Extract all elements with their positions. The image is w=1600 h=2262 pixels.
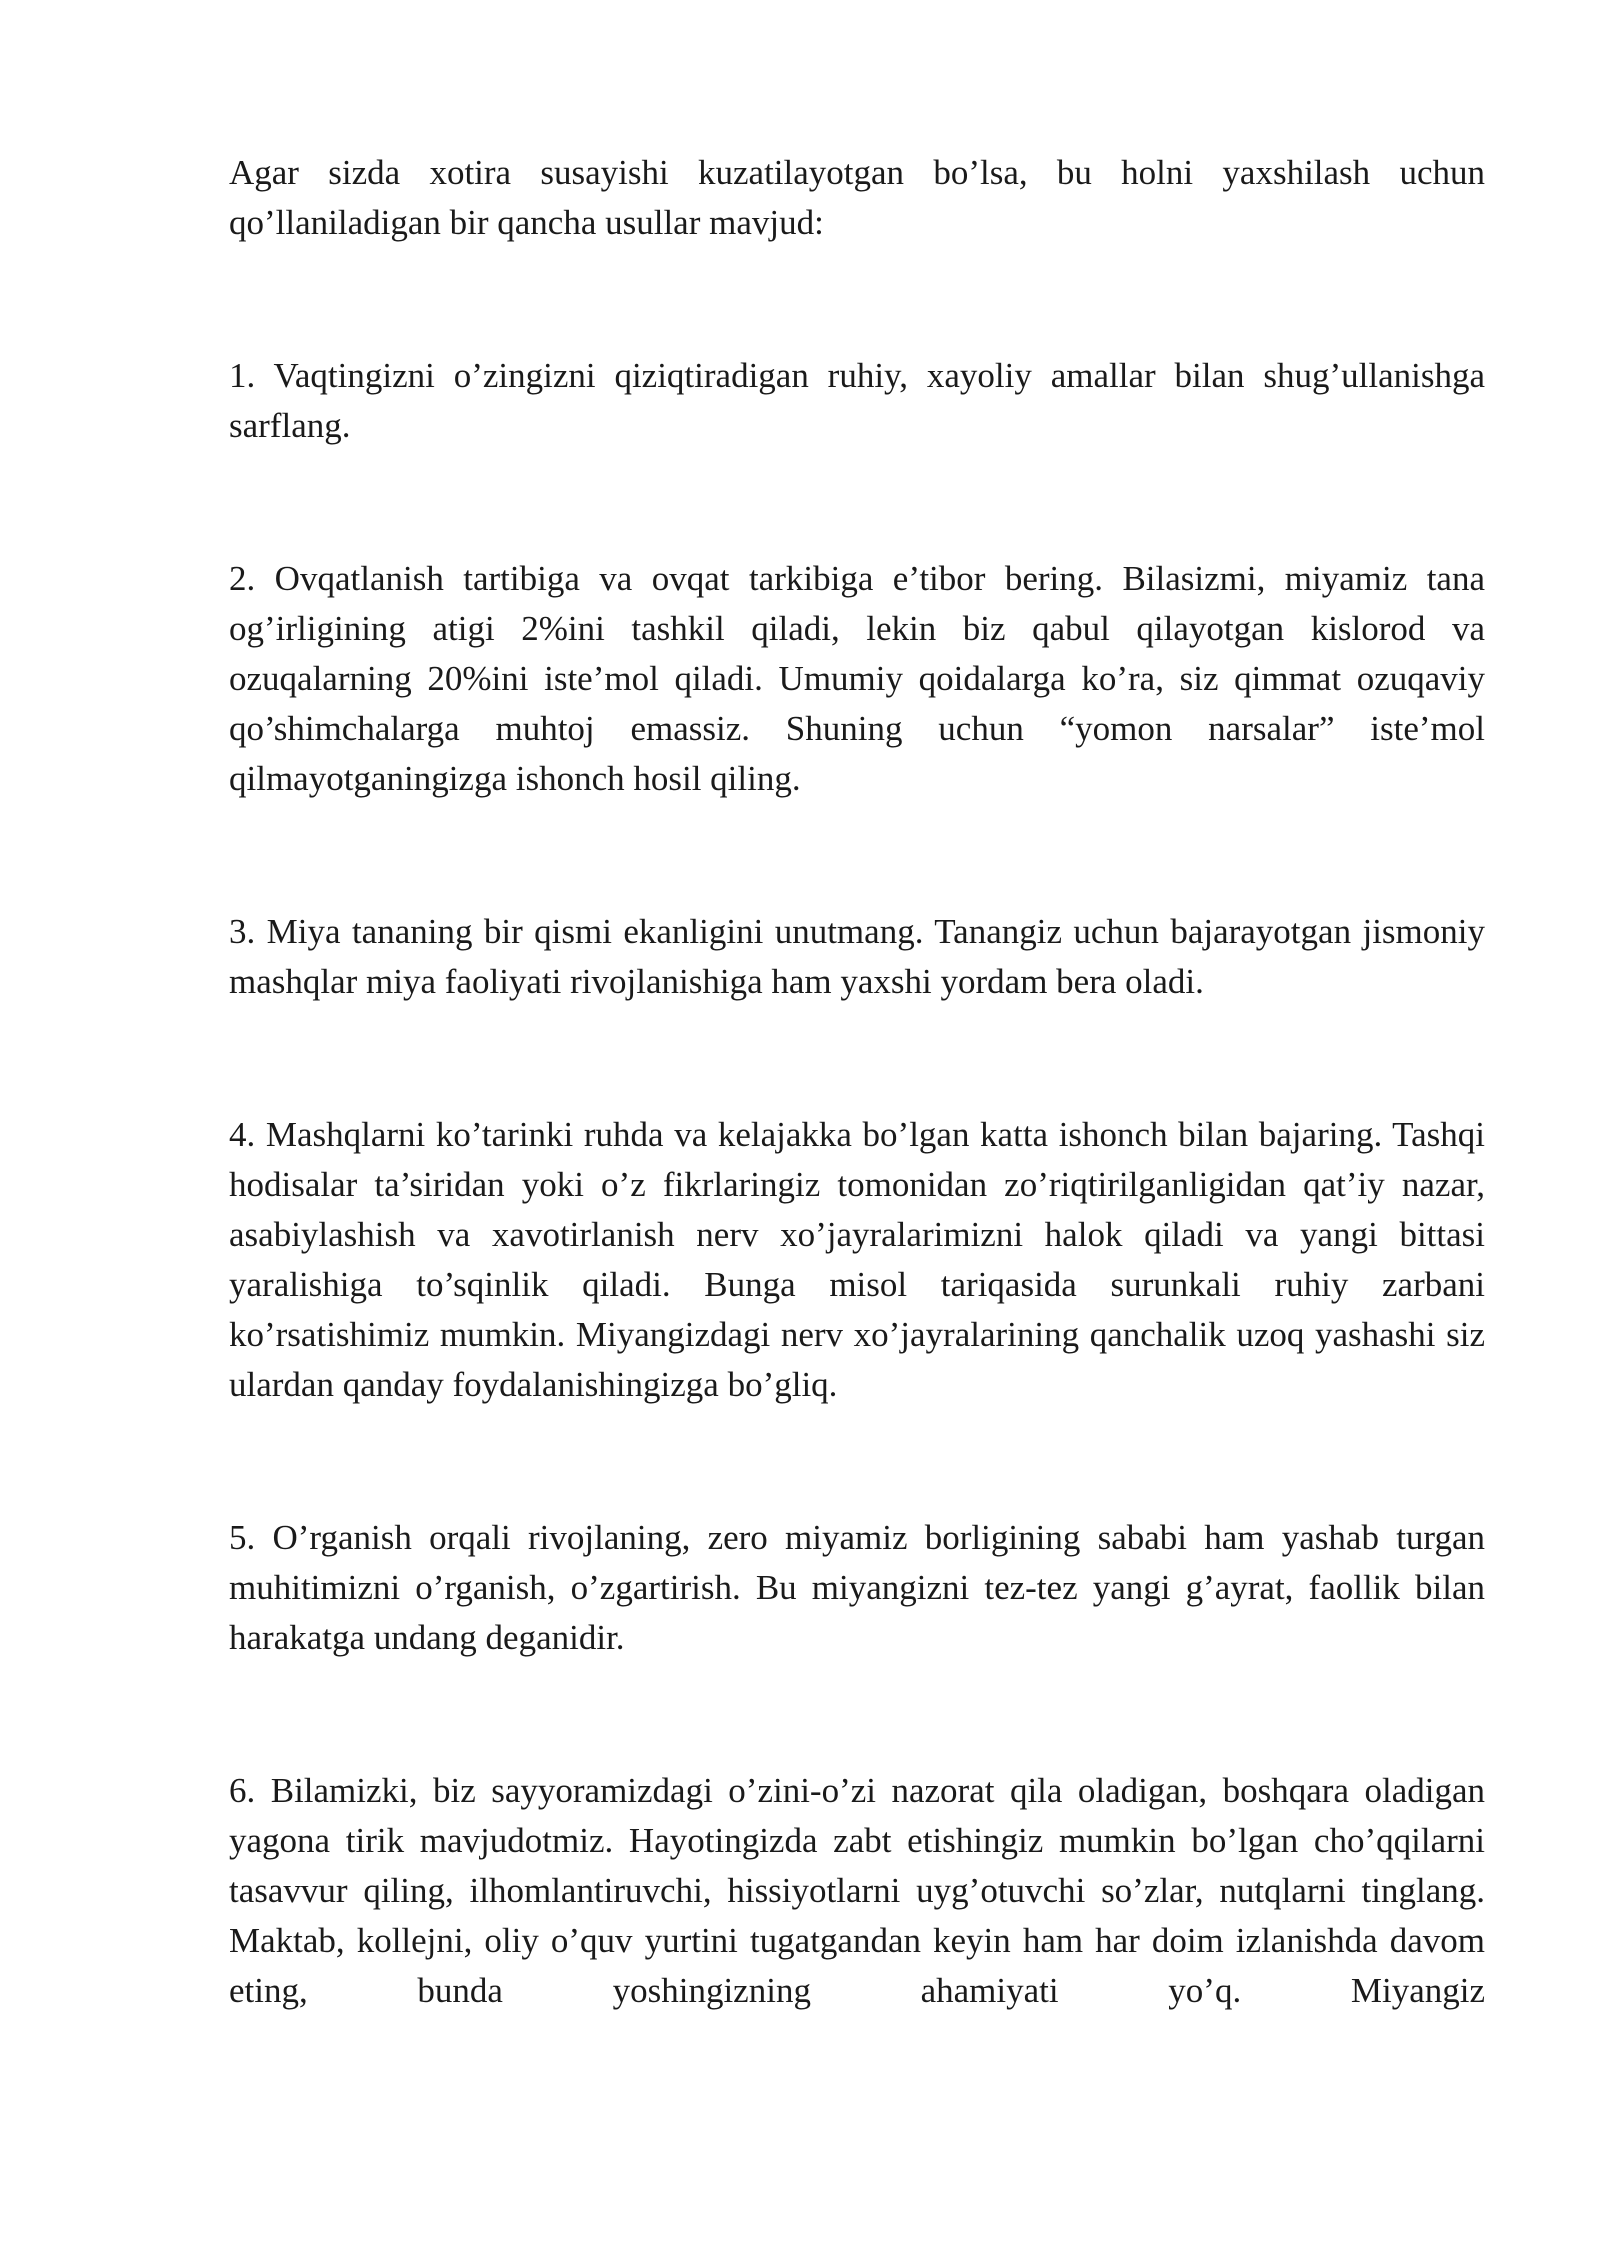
list-item-5: 5. O’rganish orqali rivojlaning, zero miyamiz borligining sababi ham yashab turgan muhitimizni o’rganish, o’zgartirish. Bu miyangizni tez-tez yangi g’ayrat, faollik bilan harakatga undang deganidir. <box>229 1518 1485 1657</box>
list-item-1: 1. Vaqtingizni o’zingizni qiziqtiradigan ruhiy, xayoliy amallar bilan shug’ullanishga sarflang. <box>229 356 1485 445</box>
document-body <box>229 148 1485 2016</box>
list-item-4: 4. Mashqlarni ko’tarinki ruhda va kelajakka bo’lgan katta ishonch bilan bajaring. Tashqi hodisalar ta’siridan yoki o’z fikrlaringiz tomonidan zo’riqtirilganligidan qat’iy nazar, asabiylashish va xavotirlanish nerv xo’jayralarimizni halok qiladi va yangi bittasi yaralishiga to’sqinlik qiladi. Bunga misol tariqasida surunkali ruhiy zarbani ko’rsatishimiz mumkin. Miyangizdagi nerv xo’jayralarining qanchalik uzoq yashashi siz ulardan qanday foydalanishingizga bo’gliq. <box>229 1115 1485 1404</box>
intro-paragraph: Agar sizda xotira susayishi kuzatilayotgan bo’lsa, bu holni yaxshilash uchun qo’llaniladigan bir qancha usullar mavjud: <box>229 153 1485 242</box>
list-item-3: 3. Miya tananing bir qismi ekanligini unutmang. Tanangiz uchun bajarayotgan jismoniy mashqlar miya faoliyati rivojlanishiga ham yaxshi yordam bera oladi. <box>229 912 1485 1001</box>
list-item-6: 6. Bilamizki, biz sayyoramizdagi o’zini-o’zi nazorat qila oladigan, boshqara oladigan yagona tirik mavjudotmiz. Hayotingizda zabt etishingiz mumkin bo’lgan cho’qqilarni tasavvur qiling, ilhomlantiruvchi, hissiyotlarni uyg’otuvchi so’zlar, nutqlarni tinglang. Maktab, kollejni, oliy o’quv yurtini tugatgandan keyin ham har doim izlanishda davom eting, bunda yoshingizning ahamiyati yo’q. Miyangiz <box>229 1771 1485 2010</box>
list-item-2: 2. Ovqatlanish tartibiga va ovqat tarkibiga e’tibor bering. Bilasizmi, miyamiz tana og’irligining atigi 2%ini tashkil qiladi, lekin biz qabul qilayotgan kislorod va ozuqalarning 20%ini iste’mol qiladi. Umumiy qoidalarga ko’ra, siz qimmat ozuqaviy qo’shimchalarga muhtoj emassiz. Shuning uchun “yomon narsalar” iste’mol qilmayotganingizga ishonch hosil qiling. <box>229 559 1485 798</box>
